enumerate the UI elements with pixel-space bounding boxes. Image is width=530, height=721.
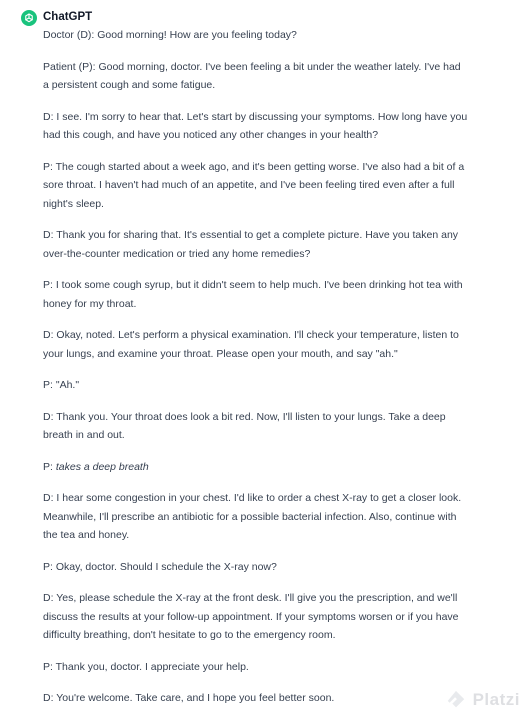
paragraph-1: Doctor (D): Good morning! How are you feeling today? — [43, 29, 297, 41]
paragraph-8: P: "Ah." — [43, 379, 80, 391]
paragraph-5: D: Thank you for sharing that. It's essential to get a complete picture. Have you taken any over-the-counter medication or tried any home remedies? — [43, 229, 459, 260]
paragraph-10-italic: takes a deep breath — [55, 460, 149, 473]
paragraph-9: D: Thank you. Your throat does look a bit red. Now, I'll listen to your lungs. Take a deep breath in and out. — [43, 410, 446, 441]
paragraph-12: P: Okay, doctor. Should I schedule the X-ray now? — [43, 560, 277, 573]
paragraph-15: D: You're welcome. Take care, and I hope you feel better soon. — [43, 692, 335, 704]
message-author: ChatGPT — [43, 11, 93, 23]
watermark-text: Platzi — [472, 690, 520, 709]
paragraph-3: D: I see. I'm sorry to hear that. Let's start by discussing your symptoms. How long have you had this cough, and have you noticed any other changes in your health? — [43, 110, 468, 141]
openai-logo-icon — [23, 12, 35, 24]
paragraph-14: P: Thank you, doctor. I appreciate your help. — [43, 660, 249, 673]
paragraph-7: D: Okay, noted. Let's perform a physical examination. I'll check your temperature, listen to your lungs, and examine your throat. Please open your mouth, and say "ah." — [43, 329, 459, 360]
paragraph-2: Patient (P): Good morning, doctor. I've been feeling a bit under the weather lately. I've had a persistent cough and some fatigue. — [43, 60, 461, 91]
paragraph-10 — [43, 458, 468, 477]
paragraph-4: P: The cough started about a week ago, and it's been getting worse. I've also had a bit of a sore throat. I haven't had much of an appetite, and I've been feeling tired even after a full night's sleep. — [43, 160, 465, 210]
platzi-logo-icon — [445, 689, 467, 711]
platzi-watermark — [445, 689, 520, 711]
paragraph-10-prefix: P: — [43, 460, 56, 473]
paragraph-6: P: I took some cough syrup, but it didn't seem to help much. I've been drinking hot tea with honey for my throat. — [43, 279, 463, 310]
paragraph-11: D: I hear some congestion in your chest. I'd like to order a chest X-ray to get a closer look. Meanwhile, I'll prescribe an antibiotic for a possible bacterial infection. Also, continue with the tea and honey. — [43, 492, 462, 541]
paragraph-13: D: Yes, please schedule the X-ray at the front desk. I'll give you the prescription, and we'll discuss the results at your follow-up appointment. If your symptoms worsen or if you have difficulty breathing, don't hesitate to go to the emergency room. — [43, 592, 459, 641]
message-content — [43, 26, 468, 721]
chatgpt-avatar — [21, 10, 37, 26]
